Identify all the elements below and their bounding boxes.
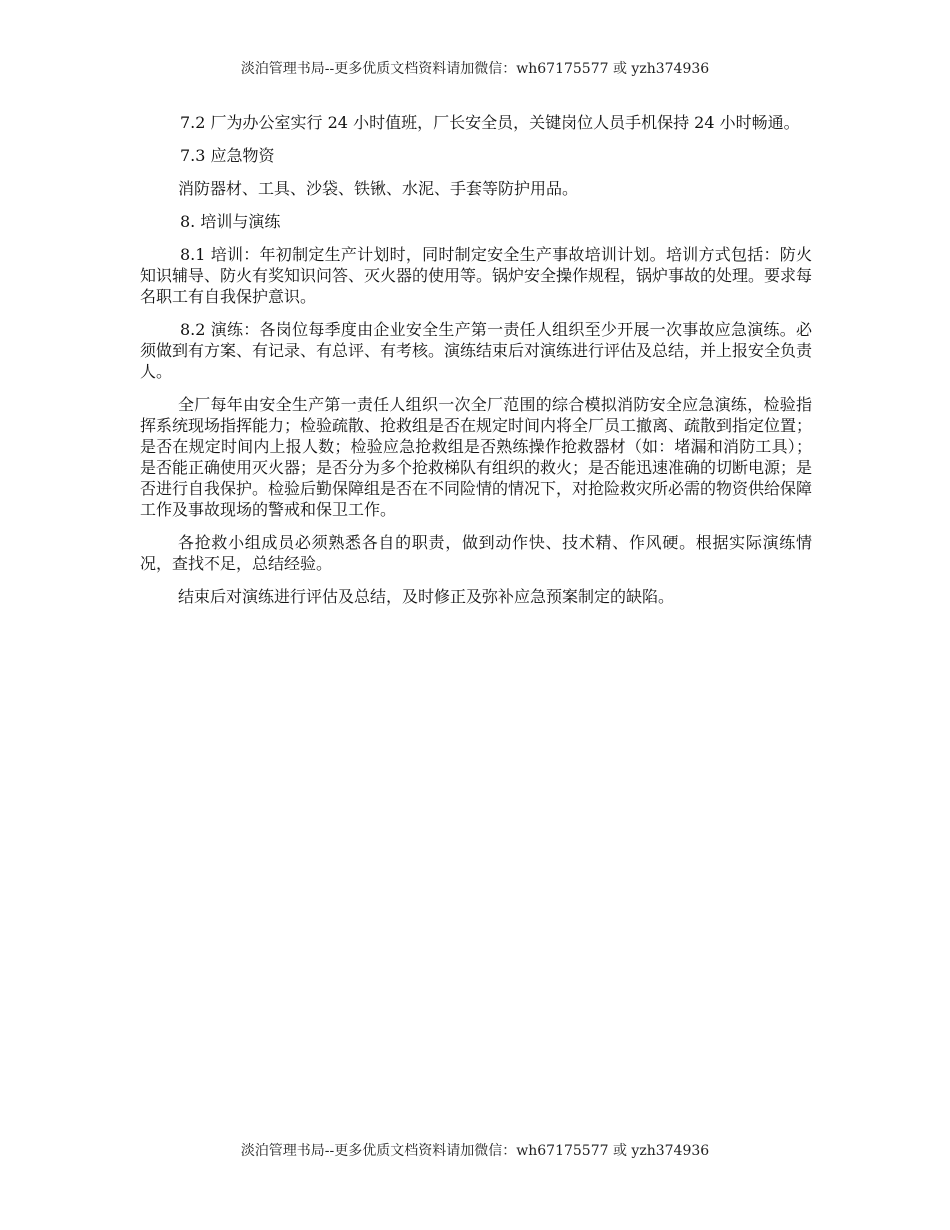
paragraph-7-2-duty: 7.2 厂为办公室实行 24 小时值班，厂长安全员，关键岗位人员手机保持 24 小时畅通。: [180, 113, 800, 132]
paragraph-supplies-list: 消防器材、工具、沙袋、铁锹、水泥、手套等防护用品。: [178, 179, 579, 198]
page-header: 淡泊管理书局--更多优质文档资料请加微信：wh67175577 或 yzh374936: [240, 61, 710, 77]
heading-7-3-emergency-supplies: 7.3 应急物资: [180, 146, 275, 165]
document-body: [140, 112, 812, 619]
heading-8-training-drills: 8. 培训与演练: [180, 212, 281, 231]
paragraph-evaluation: 结束后对演练进行评估及总结，及时修正及弥补应急预案制定的缺陷。: [178, 587, 675, 606]
paragraph-rescue-teams: 各抢救小组成员必须熟悉各自的职责，做到动作快、技术精、作风硬。根据实际演练情况，查找不足，总结经验。: [140, 533, 812, 573]
paragraph-annual-fire-drill: 全厂每年由安全生产第一责任人组织一次全厂范围的综合模拟消防安全应急演练，检验指挥系统现场指挥能力；检验疏散、抢救组是否在规定时间内将全厂员工撤离、疏散到指定位置；是否在规定时间内上报人数；检验应急抢救组是否熟练操作抢救器材（如：堵漏和消防工具）；是否能正确使用灭火器；是否分为多个抢救梯队有组织的救火；是否能迅速准确的切断电源；是否进行自我保护。检验后勤保障组是否在不同险情的情况下，对抢险救灾所必需的物资供给保障工作及事故现场的警戒和保卫工作。: [140, 395, 813, 519]
page-footer: 淡泊管理书局--更多优质文档资料请加微信：wh67175577 或 yzh374936: [240, 1143, 710, 1159]
paragraph-8-1-training: 8.1 培训：年初制定生产计划时，同时制定安全生产事故培训计划。培训方式包括：防火知识辅导、防火有奖知识问答、灭火器的使用等。锅炉安全操作规程，锅炉事故的处理。要求每名职工有自我保护意识。: [140, 245, 813, 306]
paragraph-8-2-drills: 8.2 演练：各岗位每季度由企业安全生产第一责任人组织至少开展一次事故应急演练。必须做到有方案、有记录、有总评、有考核。演练结束后对演练进行评估及总结，并上报安全负责人。: [140, 320, 813, 381]
